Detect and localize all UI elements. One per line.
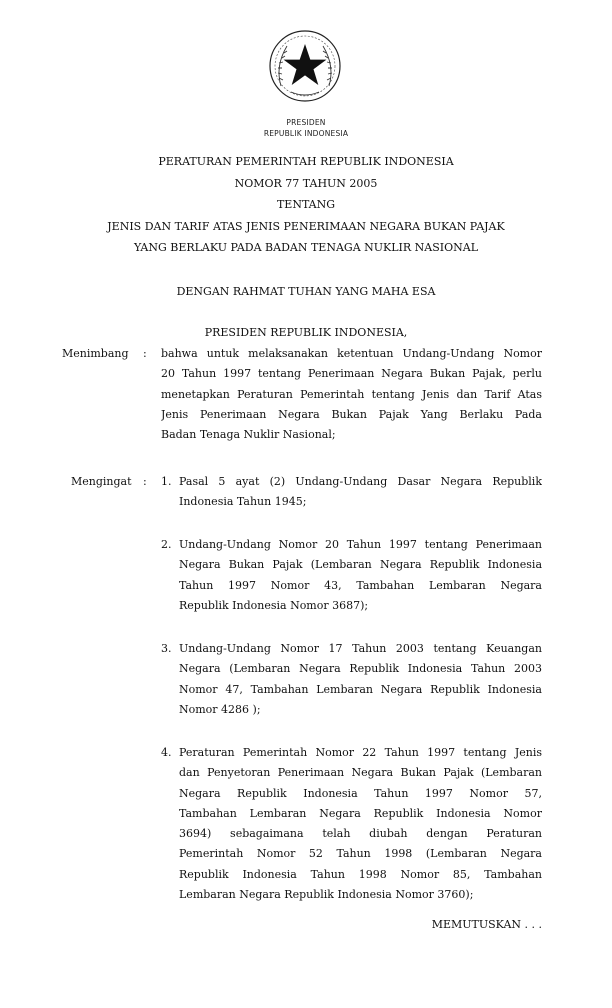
item-number: 2. [161,538,172,551]
item-line: 3694) sebagaimana telah diubah dengan Peraturan [179,827,542,841]
menimbang-colon: : [143,347,147,360]
regulation-subject-line-1: JENIS DAN TARIF ATAS JENIS PENERIMAAN NEGARA BUKAN PAJAK [107,220,505,233]
menimbang-line: 20 Tahun 1997 tentang Penerimaan Negara Bukan Pajak, perlu [161,367,542,381]
mengingat-item-1 [179,472,542,513]
item-number: 4. [161,746,172,759]
mengingat-item-2 [179,535,542,616]
item-line: Negara (Lembaran Negara Republik Indonesia Tahun 2003 [179,662,542,676]
mengingat-label: Mengingat [71,475,132,488]
item-line: Undang-Undang Nomor 17 Tahun 2003 tentang Keuangan [179,642,542,655]
item-line: Republik Indonesia Tahun 1998 Nomor 85, Tambahan [179,867,542,881]
item-line: Negara Republik Indonesia Tahun 1997 Nomor 57, [179,786,542,800]
issuer-line-2: REPUBLIK INDONESIA [263,129,349,138]
invocation: DENGAN RAHMAT TUHAN YANG MAHA ESA [176,285,436,298]
item-line: Pasal 5 ayat (2) Undang-Undang Dasar Negara Republik [179,475,542,488]
president-heading: PRESIDEN REPUBLIK INDONESIA, [204,326,408,339]
item-line: Pemerintah Nomor 52 Tahun 1998 (Lembaran Negara [179,847,542,861]
item-line: Nomor 47, Tambahan Lembaran Negara Republik Indonesia [179,682,542,696]
item-line: Undang-Undang Nomor 20 Tahun 1997 tentang Penerimaan [179,538,542,551]
item-number: 3. [161,642,172,655]
mengingat-item-3 [179,639,542,720]
menimbang-line: menetapkan Peraturan Pemerintah tentang Jenis dan Tarif Atas [161,387,542,401]
item-line: Tahun 1997 Nomor 43, Tambahan Lembaran Negara [179,578,542,592]
menimbang-label: Menimbang [62,347,129,360]
item-line: Negara Bukan Pajak (Lembaran Negara Republik Indonesia [179,558,542,572]
item-line: Republik Indonesia Nomor 3687); [179,598,369,612]
continuation-marker: MEMUTUSKAN . . . [431,918,542,931]
menimbang-line: Jenis Penerimaan Negara Bukan Pajak Yang Berlaku Pada [161,407,542,421]
menimbang-text [161,344,542,445]
garuda-emblem-icon [267,28,343,104]
item-line: Peraturan Pemerintah Nomor 22 Tahun 1997 tentang Jenis [179,746,542,759]
menimbang-line: bahwa untuk melaksanakan ketentuan Undang-Undang Nomor [161,347,542,360]
mengingat-item-4 [179,743,542,905]
item-line: Indonesia Tahun 1945; [179,495,307,509]
item-line: dan Penyetoran Penerimaan Negara Bukan Pajak (Lembaran [179,766,542,780]
item-line: Nomor 4286 ); [179,702,261,716]
mengingat-colon: : [143,475,147,488]
regulation-title: PERATURAN PEMERINTAH REPUBLIK INDONESIA [158,155,454,168]
issuer-line-1: PRESIDEN [286,118,326,127]
regulation-subject-line-2: YANG BERLAKU PADA BADAN TENAGA NUKLIR NASIONAL [133,241,479,254]
item-line: Tambahan Lembaran Negara Republik Indonesia Nomor [179,806,542,820]
menimbang-line: Badan Tenaga Nuklir Nasional; [161,428,336,442]
regulation-tentang: TENTANG [276,198,336,211]
regulation-number: NOMOR 77 TAHUN 2005 [234,177,378,190]
item-line: Lembaran Negara Republik Indonesia Nomor 3760); [179,888,474,902]
item-number: 1. [161,475,172,488]
